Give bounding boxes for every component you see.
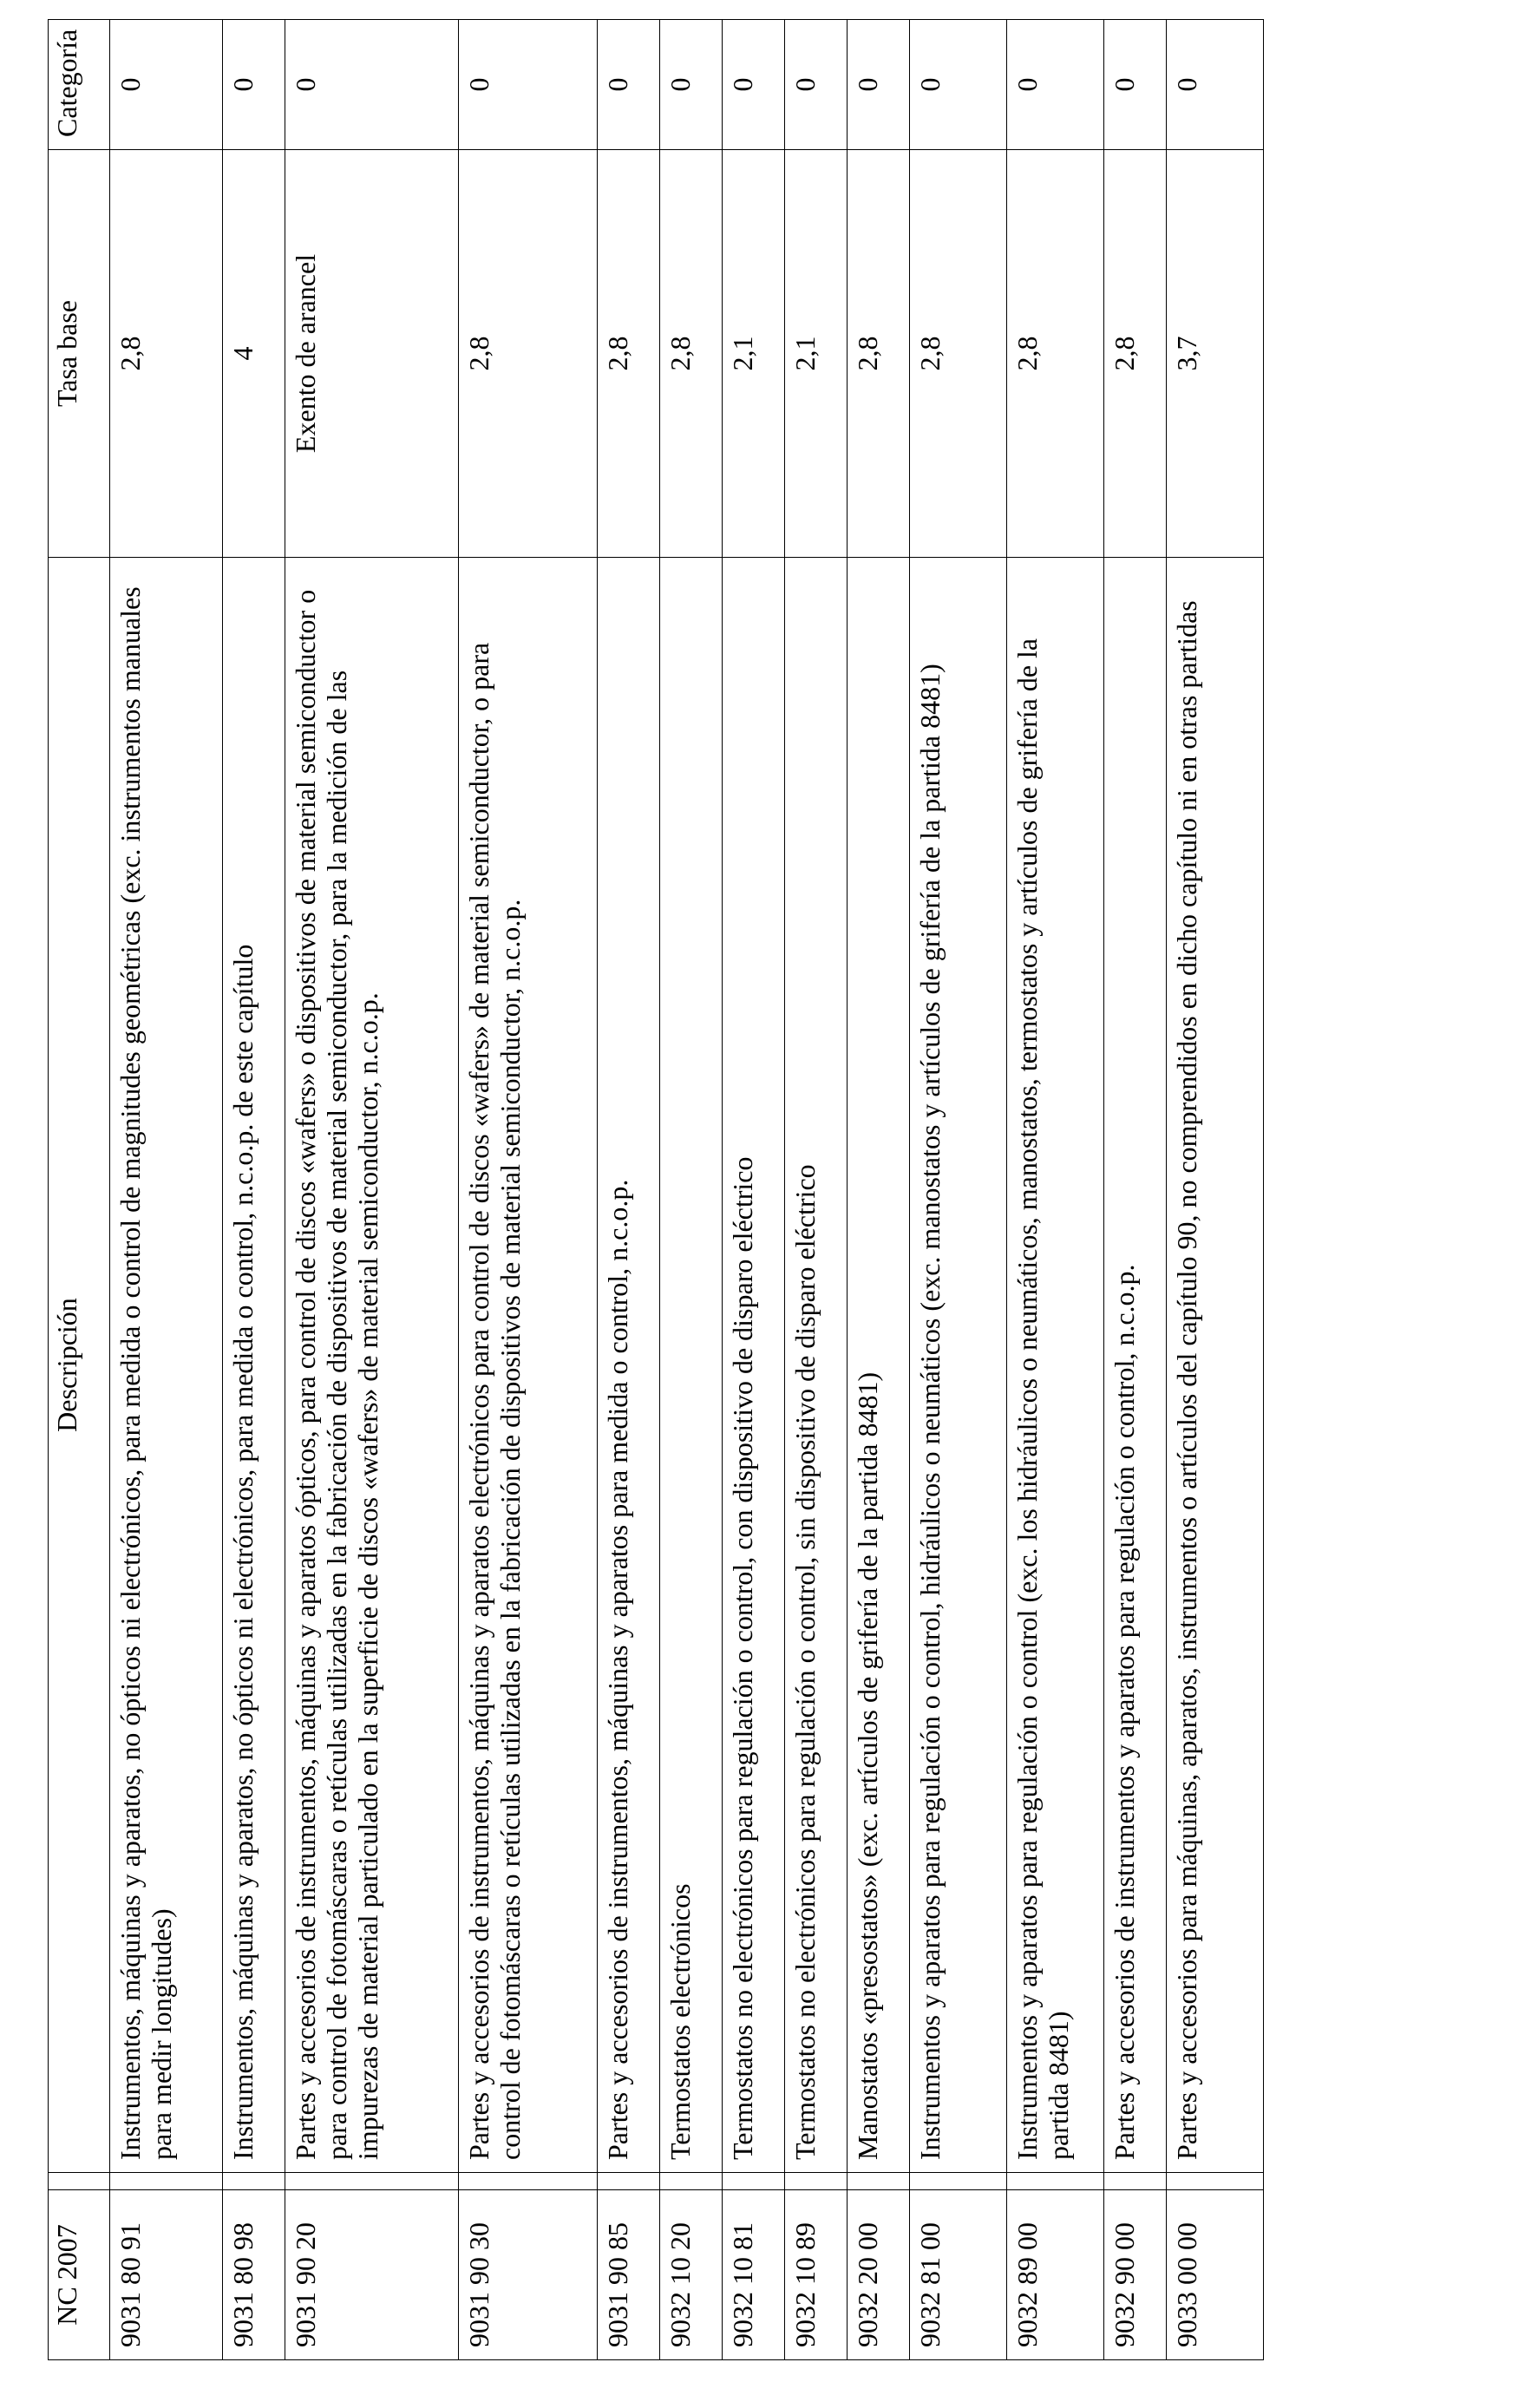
cell-gap xyxy=(459,2173,598,2190)
table-row xyxy=(660,20,723,2360)
cell-description: Termostatos electrónicos xyxy=(660,558,723,2173)
cell-gap xyxy=(110,2173,223,2190)
table-row xyxy=(1167,20,1264,2360)
cell-category: 0 xyxy=(660,20,723,150)
table-row xyxy=(848,20,910,2360)
cell-code: 9031 90 30 xyxy=(459,2190,598,2360)
cell-gap xyxy=(660,2173,723,2190)
cell-category: 0 xyxy=(1007,20,1104,150)
cell-category: 0 xyxy=(285,20,459,150)
cell-rate: 4 xyxy=(223,150,285,558)
cell-rate: 2,8 xyxy=(660,150,723,558)
table-row xyxy=(459,20,598,2360)
cell-description: Instrumentos y aparatos para regulación o control, hidráulicos o neumáticos (exc. manostatos y artículos de grifería de la partida 8481) xyxy=(910,558,1007,2173)
cell-rate: 2,8 xyxy=(910,150,1007,558)
cell-description: Manostatos «presostatos» (exc. artículos de grifería de la partida 8481) xyxy=(848,558,910,2173)
table-body xyxy=(110,20,1264,2360)
cell-gap xyxy=(848,2173,910,2190)
cell-gap xyxy=(598,2173,660,2190)
cell-code: 9031 90 20 xyxy=(285,2190,459,2360)
cell-gap xyxy=(223,2173,285,2190)
cell-category: 0 xyxy=(1104,20,1167,150)
cell-gap xyxy=(1167,2173,1264,2190)
cell-description: Termostatos no electrónicos para regulación o control, sin dispositivo de disparo eléctrico xyxy=(785,558,848,2173)
table-row xyxy=(285,20,459,2360)
table-row xyxy=(785,20,848,2360)
cell-code: 9031 80 98 xyxy=(223,2190,285,2360)
cell-description: Termostatos no electrónicos para regulación o control, con dispositivo de disparo eléctrico xyxy=(723,558,785,2173)
cell-gap xyxy=(785,2173,848,2190)
cell-code: 9032 10 89 xyxy=(785,2190,848,2360)
cell-code: 9032 10 81 xyxy=(723,2190,785,2360)
cell-category: 0 xyxy=(785,20,848,150)
cell-rate: 2,8 xyxy=(598,150,660,558)
cell-gap xyxy=(910,2173,1007,2190)
cell-description: Instrumentos, máquinas y aparatos, no ópticos ni electrónicos, para medida o control, n.c.o.p. de este capítulo xyxy=(223,558,285,2173)
cell-description: Instrumentos y aparatos para regulación o control (exc. los hidráulicos o neumáticos, manostatos, termostatos y artículos de grifería de la partida 8481) xyxy=(1007,558,1104,2173)
cell-code: 9032 10 20 xyxy=(660,2190,723,2360)
cell-code: 9032 81 00 xyxy=(910,2190,1007,2360)
cell-category: 0 xyxy=(598,20,660,150)
tariff-table xyxy=(48,19,1264,2360)
rotated-page xyxy=(48,20,1202,2360)
cell-rate: 3,7 xyxy=(1167,150,1264,558)
cell-code: 9032 20 00 xyxy=(848,2190,910,2360)
cell-description: Partes y accesorios de instrumentos y aparatos para regulación o control, n.c.o.p. xyxy=(1104,558,1167,2173)
cell-gap xyxy=(723,2173,785,2190)
table-row xyxy=(910,20,1007,2360)
cell-description: Partes y accesorios de instrumentos, máquinas y aparatos electrónicos para control de discos «wafers» de material semiconductor, o para control de fotomáscaras o retículas utilizadas en la fabricación de dispositivos de material semiconductor, n.c.o.p. xyxy=(459,558,598,2173)
table-row xyxy=(1104,20,1167,2360)
header-category: Categoría xyxy=(49,20,110,150)
cell-rate: 2,8 xyxy=(1104,150,1167,558)
cell-rate: 2,1 xyxy=(723,150,785,558)
header-rate: Tasa base xyxy=(49,150,110,558)
cell-category: 0 xyxy=(223,20,285,150)
cell-code: 9031 90 85 xyxy=(598,2190,660,2360)
cell-code: 9032 89 00 xyxy=(1007,2190,1104,2360)
header-code: NC 2007 xyxy=(49,2190,110,2360)
cell-description: Partes y accesorios de instrumentos, máquinas y aparatos para medida o control, n.c.o.p. xyxy=(598,558,660,2173)
cell-code: 9031 80 91 xyxy=(110,2190,223,2360)
cell-category: 0 xyxy=(110,20,223,150)
cell-category: 0 xyxy=(459,20,598,150)
cell-code: 9032 90 00 xyxy=(1104,2190,1167,2360)
cell-category: 0 xyxy=(723,20,785,150)
cell-gap xyxy=(1104,2173,1167,2190)
cell-description: Partes y accesorios para máquinas, aparatos, instrumentos o artículos del capítulo 90, no comprendidos en dicho capítulo ni en otras partidas xyxy=(1167,558,1264,2173)
cell-description: Instrumentos, máquinas y aparatos, no ópticos ni electrónicos, para medida o control de magnitudes geométricas (exc. instrumentos manuales para medir longitudes) xyxy=(110,558,223,2173)
cell-category: 0 xyxy=(910,20,1007,150)
cell-description: Partes y accesorios de instrumentos, máquinas y aparatos ópticos, para control de discos «wafers» o dispositivos de material semiconductor o para control de fotomáscaras o retículas utilizadas en la fabricación de dispositivos de material semiconductor, para la medición de las impurezas de material particulado en la superficie de discos «wafers» de material semiconductor, n.c.o.p. xyxy=(285,558,459,2173)
cell-code: 9033 00 00 xyxy=(1167,2190,1264,2360)
cell-rate: 2,8 xyxy=(1007,150,1104,558)
cell-rate: 2,1 xyxy=(785,150,848,558)
table-row xyxy=(1007,20,1104,2360)
cell-gap xyxy=(1007,2173,1104,2190)
cell-rate: 2,8 xyxy=(110,150,223,558)
cell-category: 0 xyxy=(848,20,910,150)
table-row xyxy=(110,20,223,2360)
table-header-row xyxy=(49,20,110,2360)
header-gap xyxy=(49,2173,110,2190)
table-row xyxy=(598,20,660,2360)
cell-rate: 2,8 xyxy=(848,150,910,558)
cell-rate: Exento de arancel xyxy=(285,150,459,558)
cell-rate: 2,8 xyxy=(459,150,598,558)
cell-gap xyxy=(285,2173,459,2190)
cell-category: 0 xyxy=(1167,20,1264,150)
header-description: Descripción xyxy=(49,558,110,2173)
table-row xyxy=(723,20,785,2360)
table-row xyxy=(223,20,285,2360)
